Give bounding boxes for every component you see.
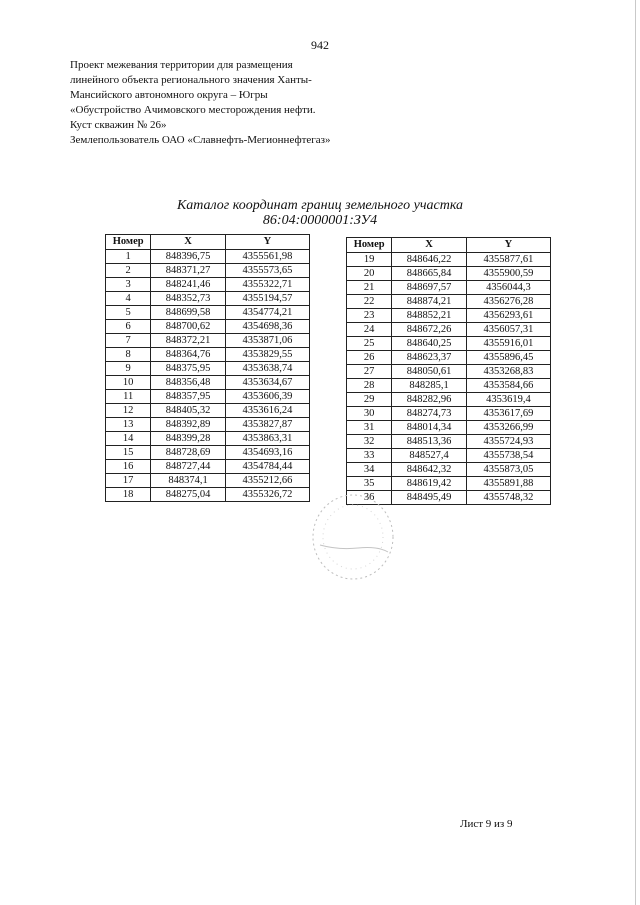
table-row (106, 292, 310, 306)
x-coordinate-cell: 848672,26 (392, 323, 466, 337)
y-coordinate-cell: 4353266,99 (466, 421, 550, 435)
y-coordinate-cell: 4354698,36 (225, 320, 309, 334)
page-number: 942 (311, 38, 329, 52)
table-header-row (347, 238, 551, 253)
point-number-cell: 11 (106, 390, 151, 404)
y-coordinate-cell: 4356057,31 (466, 323, 550, 337)
point-number-cell: 35 (347, 477, 392, 491)
point-number-cell: 33 (347, 449, 392, 463)
table-row (347, 253, 551, 267)
y-coordinate-cell: 4355873,05 (466, 463, 550, 477)
y-coordinate-cell: 4353617,69 (466, 407, 550, 421)
y-coordinate-cell: 4355896,45 (466, 351, 550, 365)
table-row (106, 334, 310, 348)
x-coordinate-cell: 848375,95 (151, 362, 225, 376)
y-coordinate-cell: 4353871,06 (225, 334, 309, 348)
x-coordinate-cell: 848396,75 (151, 250, 225, 264)
table-row (106, 362, 310, 376)
point-number-cell: 4 (106, 292, 151, 306)
document-header (70, 58, 370, 148)
x-coordinate-cell: 848352,73 (151, 292, 225, 306)
header-line: «Обустройство Ачимовского месторождения нефти. (70, 104, 316, 116)
table-row (106, 460, 310, 474)
x-coordinate-cell: 848372,21 (151, 334, 225, 348)
x-coordinate-cell: 848646,22 (392, 253, 466, 267)
y-coordinate-cell: 4355877,61 (466, 253, 550, 267)
x-coordinate-cell: 848874,21 (392, 295, 466, 309)
point-number-cell: 18 (106, 488, 151, 502)
y-coordinate-cell: 4353619,4 (466, 393, 550, 407)
point-number-cell: 34 (347, 463, 392, 477)
point-number-cell: 26 (347, 351, 392, 365)
y-coordinate-cell: 4356276,28 (466, 295, 550, 309)
x-coordinate-cell: 848274,73 (392, 407, 466, 421)
faded-seal-stamp (308, 490, 398, 585)
table-row (106, 264, 310, 278)
table-row (106, 390, 310, 404)
table-row (347, 309, 551, 323)
y-coordinate-cell: 4353606,39 (225, 390, 309, 404)
point-number-cell: 21 (347, 281, 392, 295)
coordinates-table-right (346, 237, 551, 505)
x-coordinate-cell: 848699,58 (151, 306, 225, 320)
column-header-y: Y (225, 235, 309, 250)
table-row (106, 306, 310, 320)
x-coordinate-cell: 848619,42 (392, 477, 466, 491)
x-coordinate-cell: 848640,25 (392, 337, 466, 351)
x-coordinate-cell: 848014,34 (392, 421, 466, 435)
point-number-cell: 27 (347, 365, 392, 379)
sheet-indicator: Лист 9 из 9 (460, 818, 513, 830)
point-number-cell: 22 (347, 295, 392, 309)
y-coordinate-cell: 4355194,57 (225, 292, 309, 306)
y-coordinate-cell: 4355748,32 (466, 491, 550, 505)
point-number-cell: 29 (347, 393, 392, 407)
point-number-cell: 13 (106, 418, 151, 432)
catalog-title-line: Каталог координат границ земельного участка (176, 198, 464, 213)
x-coordinate-cell: 848405,32 (151, 404, 225, 418)
parcel-number: 86:04:0000001:ЗУ4 (262, 213, 378, 228)
table-row (106, 488, 310, 502)
point-number-cell: 7 (106, 334, 151, 348)
coordinates-table-left (105, 234, 310, 502)
table-row (106, 250, 310, 264)
table-row (347, 281, 551, 295)
x-coordinate-cell: 848241,46 (151, 278, 225, 292)
table-row (347, 435, 551, 449)
y-coordinate-cell: 4354784,44 (225, 460, 309, 474)
x-coordinate-cell: 848642,32 (392, 463, 466, 477)
x-coordinate-cell: 848728,69 (151, 446, 225, 460)
column-header-x: X (392, 238, 466, 253)
point-number-cell: 31 (347, 421, 392, 435)
x-coordinate-cell: 848623,37 (392, 351, 466, 365)
table-row (106, 474, 310, 488)
point-number-cell: 6 (106, 320, 151, 334)
table-row (347, 267, 551, 281)
table-row (347, 323, 551, 337)
y-coordinate-cell: 4353829,55 (225, 348, 309, 362)
y-coordinate-cell: 4353827,87 (225, 418, 309, 432)
y-coordinate-cell: 4353863,31 (225, 432, 309, 446)
y-coordinate-cell: 4353268,83 (466, 365, 550, 379)
y-coordinate-cell: 4355738,54 (466, 449, 550, 463)
header-line: Мансийского автономного округа – Югры (70, 89, 268, 101)
y-coordinate-cell: 4355916,01 (466, 337, 550, 351)
y-coordinate-cell: 4355724,93 (466, 435, 550, 449)
x-coordinate-cell: 848392,89 (151, 418, 225, 432)
header-line: Проект межевания территории для размещения (70, 59, 293, 71)
y-coordinate-cell: 4354693,16 (225, 446, 309, 460)
x-coordinate-cell: 848852,21 (392, 309, 466, 323)
table-row (347, 421, 551, 435)
point-number-cell: 2 (106, 264, 151, 278)
header-line: линейного объекта регионального значения Ханты- (70, 74, 312, 86)
table-row (347, 477, 551, 491)
point-number-cell: 15 (106, 446, 151, 460)
point-number-cell: 3 (106, 278, 151, 292)
table-row (347, 337, 551, 351)
table-row (347, 295, 551, 309)
y-coordinate-cell: 4356293,61 (466, 309, 550, 323)
point-number-cell: 14 (106, 432, 151, 446)
x-coordinate-cell: 848399,28 (151, 432, 225, 446)
table-row (347, 351, 551, 365)
y-coordinate-cell: 4355891,88 (466, 477, 550, 491)
point-number-cell: 16 (106, 460, 151, 474)
y-coordinate-cell: 4356044,3 (466, 281, 550, 295)
x-coordinate-cell: 848495,49 (392, 491, 466, 505)
y-coordinate-cell: 4354774,21 (225, 306, 309, 320)
x-coordinate-cell: 848527,4 (392, 449, 466, 463)
table-row (347, 393, 551, 407)
table-row (347, 379, 551, 393)
point-number-cell: 36 (347, 491, 392, 505)
header-line: Куст скважин № 26» (70, 119, 167, 131)
x-coordinate-cell: 848371,27 (151, 264, 225, 278)
point-number-cell: 8 (106, 348, 151, 362)
header-line: Землепользователь ОАО «Славнефть-Мегионнефтегаз» (70, 134, 331, 146)
point-number-cell: 30 (347, 407, 392, 421)
x-coordinate-cell: 848374,1 (151, 474, 225, 488)
y-coordinate-cell: 4355212,66 (225, 474, 309, 488)
x-coordinate-cell: 848356,48 (151, 376, 225, 390)
x-coordinate-cell: 848282,96 (392, 393, 466, 407)
y-coordinate-cell: 4355561,98 (225, 250, 309, 264)
table-row (347, 365, 551, 379)
column-header-number: Номер (347, 238, 392, 253)
point-number-cell: 9 (106, 362, 151, 376)
y-coordinate-cell: 4355326,72 (225, 488, 309, 502)
table-row (347, 449, 551, 463)
table-row (106, 418, 310, 432)
point-number-cell: 23 (347, 309, 392, 323)
point-number-cell: 20 (347, 267, 392, 281)
y-coordinate-cell: 4353638,74 (225, 362, 309, 376)
table-row (106, 376, 310, 390)
y-coordinate-cell: 4355573,65 (225, 264, 309, 278)
catalog-title (150, 198, 490, 228)
table-row (106, 404, 310, 418)
table-header-row (106, 235, 310, 250)
x-coordinate-cell: 848513,36 (392, 435, 466, 449)
table-row (106, 320, 310, 334)
point-number-cell: 5 (106, 306, 151, 320)
point-number-cell: 24 (347, 323, 392, 337)
y-coordinate-cell: 4355322,71 (225, 278, 309, 292)
x-coordinate-cell: 848697,57 (392, 281, 466, 295)
table-row (347, 407, 551, 421)
y-coordinate-cell: 4353616,24 (225, 404, 309, 418)
x-coordinate-cell: 848727,44 (151, 460, 225, 474)
point-number-cell: 12 (106, 404, 151, 418)
point-number-cell: 1 (106, 250, 151, 264)
table-row (106, 348, 310, 362)
column-header-number: Номер (106, 235, 151, 250)
y-coordinate-cell: 4353584,66 (466, 379, 550, 393)
table-row (106, 432, 310, 446)
point-number-cell: 10 (106, 376, 151, 390)
column-header-y: Y (466, 238, 550, 253)
x-coordinate-cell: 848357,95 (151, 390, 225, 404)
y-coordinate-cell: 4355900,59 (466, 267, 550, 281)
x-coordinate-cell: 848275,04 (151, 488, 225, 502)
x-coordinate-cell: 848050,61 (392, 365, 466, 379)
table-row (347, 463, 551, 477)
point-number-cell: 28 (347, 379, 392, 393)
x-coordinate-cell: 848364,76 (151, 348, 225, 362)
x-coordinate-cell: 848700,62 (151, 320, 225, 334)
table-row (106, 446, 310, 460)
page-edge-line (635, 0, 636, 905)
column-header-x: X (151, 235, 225, 250)
point-number-cell: 17 (106, 474, 151, 488)
table-row (106, 278, 310, 292)
point-number-cell: 25 (347, 337, 392, 351)
y-coordinate-cell: 4353634,67 (225, 376, 309, 390)
point-number-cell: 19 (347, 253, 392, 267)
point-number-cell: 32 (347, 435, 392, 449)
x-coordinate-cell: 848665,84 (392, 267, 466, 281)
x-coordinate-cell: 848285,1 (392, 379, 466, 393)
